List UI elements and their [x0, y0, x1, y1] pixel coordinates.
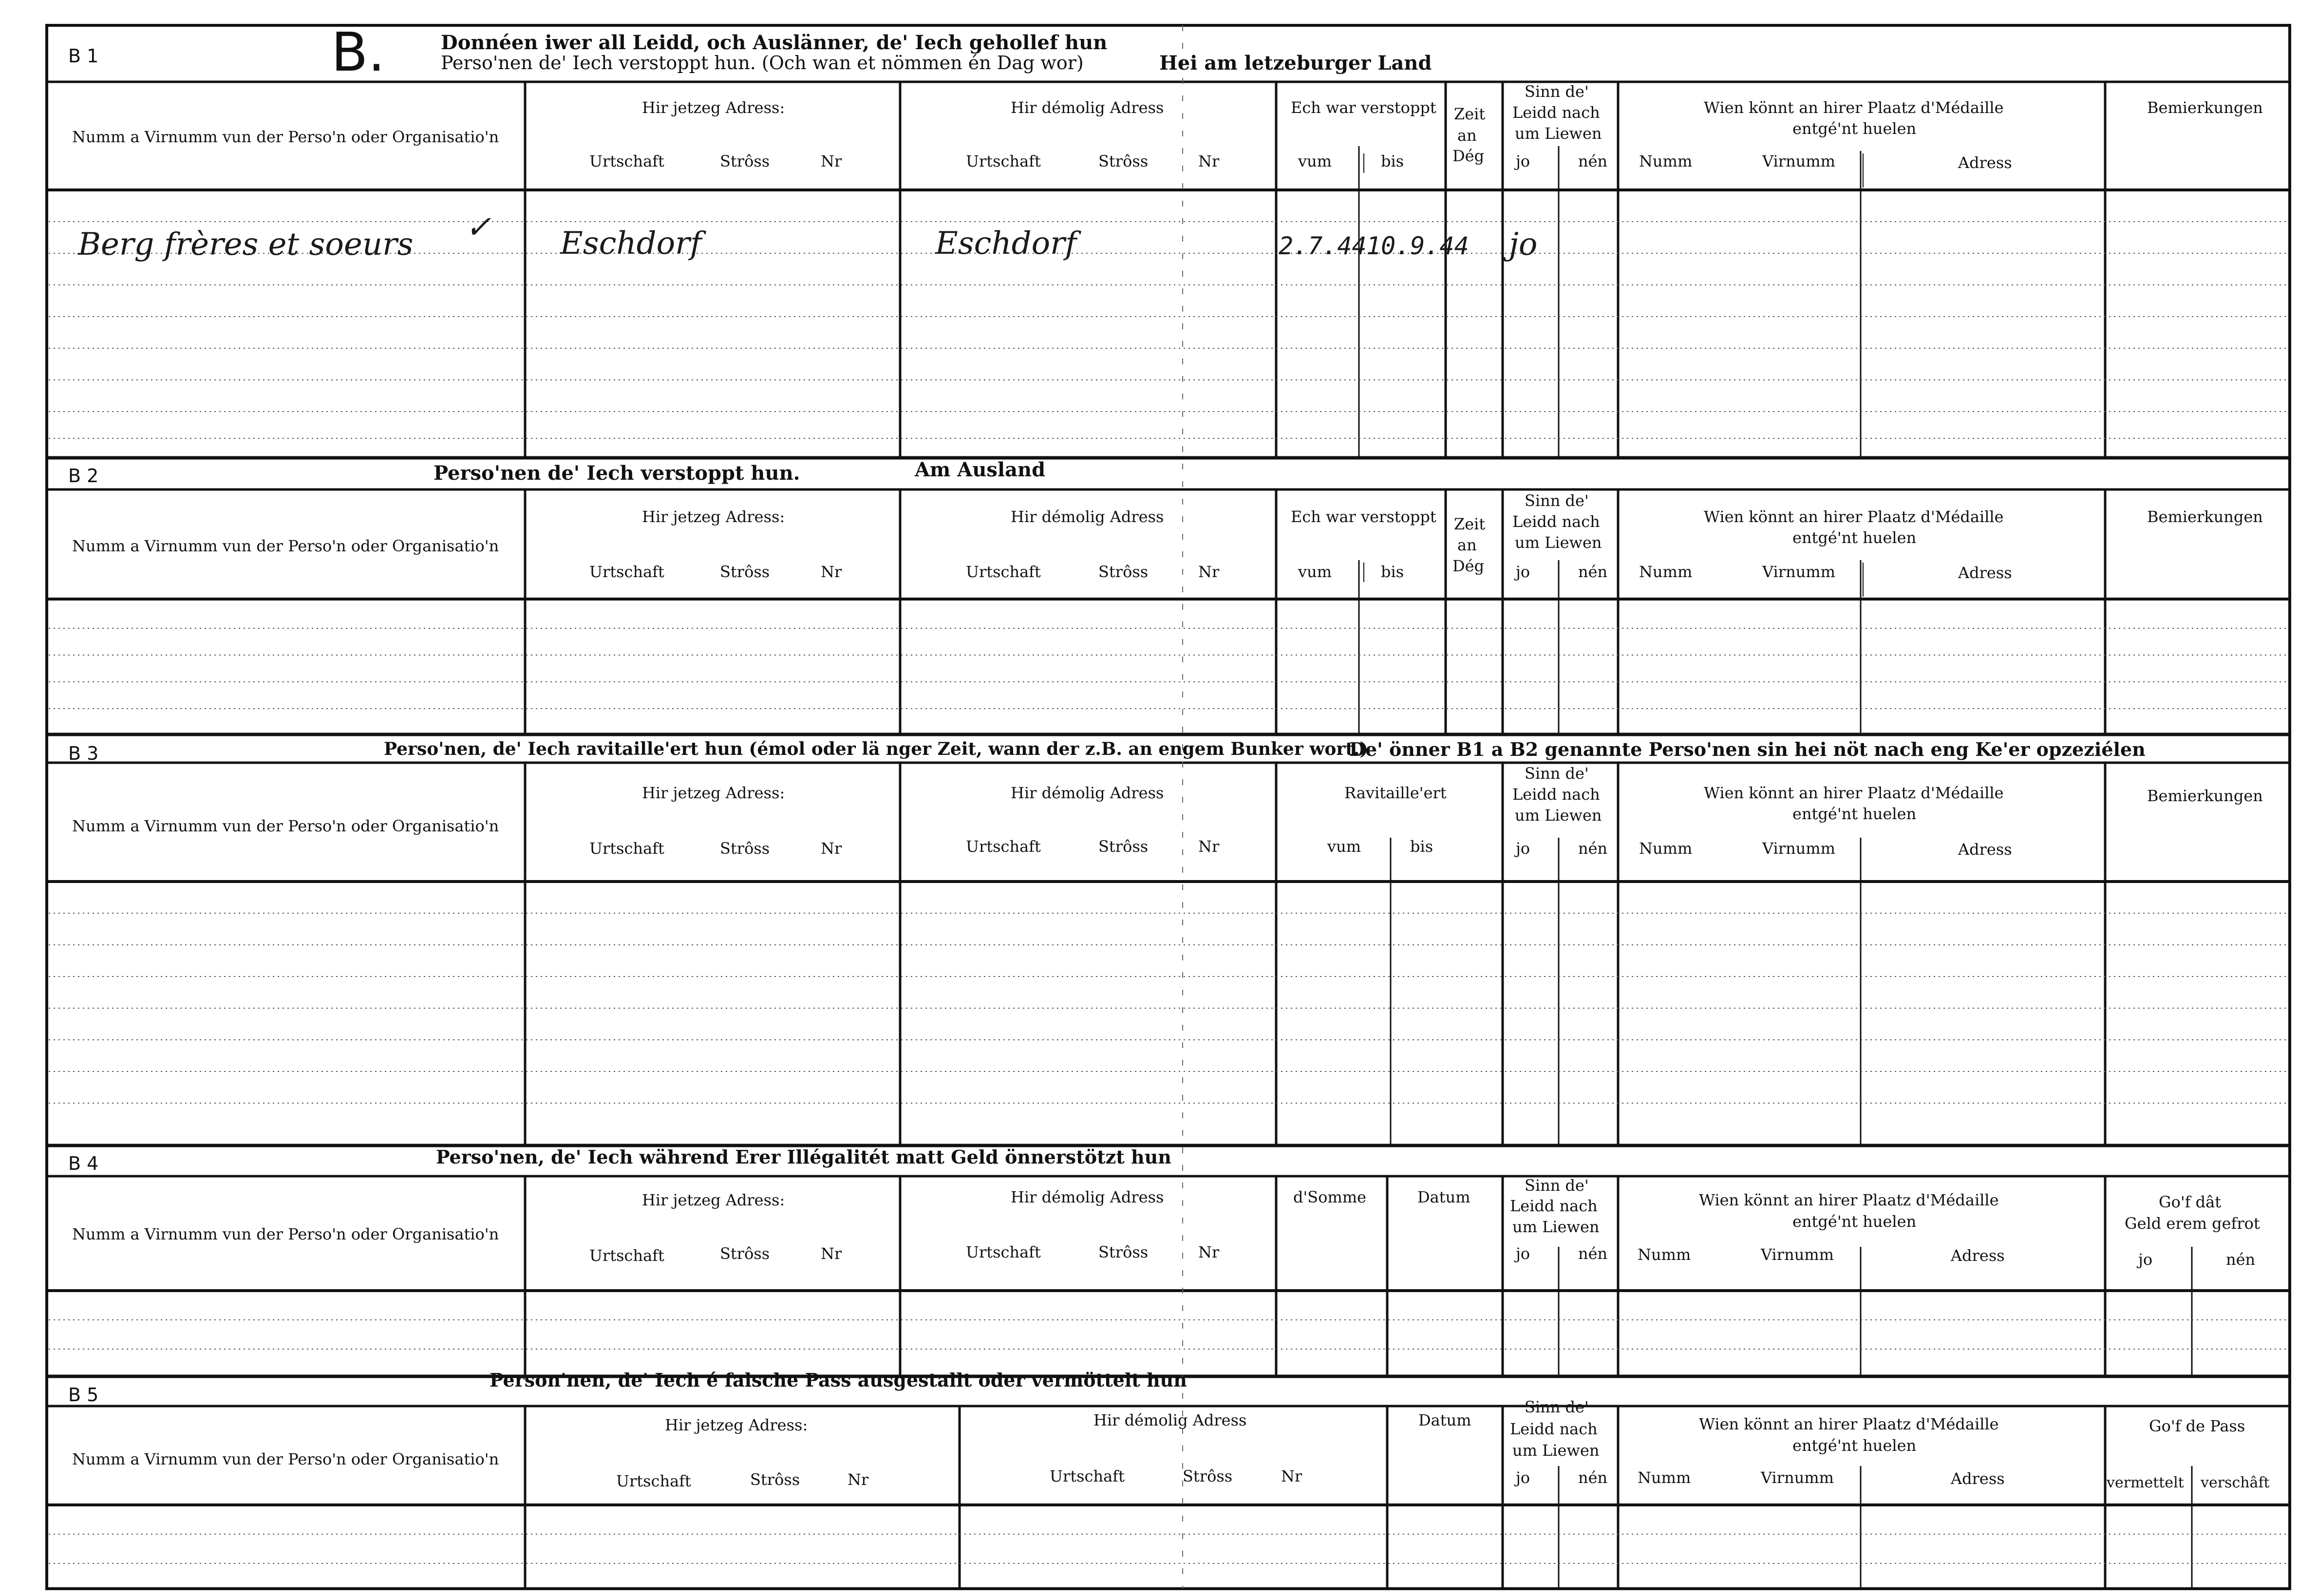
section-title-b5: Person'nen, de' Iech é falsche Pass ausgestallt oder vermöttelt hun — [490, 1369, 1187, 1391]
alive-header-3: um Liewen — [1512, 1218, 1600, 1236]
section-code-b1: B 1 — [68, 45, 99, 67]
medal-name-header: Numm — [1639, 152, 1693, 170]
medal-name-header: Numm — [1638, 1245, 1691, 1264]
alive-yes-header: jo — [1516, 1468, 1530, 1487]
medal-header-1: Wien könnt an hirer Plaatz d'Médaille — [1704, 98, 2004, 117]
current-street-header: Strôss — [720, 563, 770, 581]
medal-address-header: Adress — [1951, 1246, 2005, 1265]
former-number-header: Nr — [1281, 1467, 1302, 1485]
alive-yes-header: jo — [1516, 1244, 1530, 1263]
hidden-from-header: vum — [1298, 152, 1332, 170]
former-place-header: Urtschaft — [966, 837, 1041, 856]
former-street-header: Strôss — [1098, 563, 1149, 581]
supplied-from-header: vum — [1327, 837, 1361, 856]
former-number-header: Nr — [1198, 152, 1220, 170]
section-location-b1: Hei am letzeburger Land — [1159, 52, 1432, 75]
medal-header-2: entgé'nt huelen — [1792, 805, 1917, 823]
alive-header-1: Sinn de' — [1525, 1176, 1589, 1195]
remarks-header: Bemierkungen — [2147, 98, 2263, 117]
days-header-3: Dég — [1452, 557, 1485, 575]
section-title-b1-line1: Donnéen iwer all Leidd, och Auslänner, de' Iech gehollef hun — [441, 31, 1108, 54]
medal-header-1: Wien könnt an hirer Plaatz d'Médaille — [1704, 784, 2004, 802]
former-address-header: Hir démolig Adress — [1011, 507, 1164, 526]
alive-no-header: nén — [1578, 152, 1608, 170]
medal-firstname-header: Virnumm — [1761, 1468, 1834, 1487]
medal-name-header: Numm — [1639, 563, 1693, 581]
former-number-header: Nr — [1198, 563, 1220, 581]
medal-address-header: Adress — [1958, 563, 2012, 582]
money-gift-yes-header: jo — [2138, 1250, 2153, 1269]
current-street-header: Strôss — [720, 1244, 770, 1263]
medal-header-2: entgé'nt huelen — [1792, 528, 1917, 547]
alive-no-header: nén — [1578, 1468, 1608, 1487]
section-note-b3: De' önner B1 a B2 genannte Perso'nen sin hei nöt nach eng Ke'er opzeziélen — [1349, 738, 2146, 760]
former-place-header: Urtschaft — [1050, 1467, 1125, 1485]
former-place-header: Urtschaft — [966, 152, 1041, 170]
current-street-header: Strôss — [720, 839, 770, 858]
medal-address-header: Adress — [1951, 1469, 2005, 1488]
alive-header-1: Sinn de' — [1525, 1398, 1589, 1416]
medal-header-2: entgé'nt huelen — [1792, 119, 1917, 138]
date-header: Datum — [1417, 1188, 1470, 1206]
alive-no-header: nén — [1578, 839, 1608, 858]
former-address-header: Hir démolig Adress — [1011, 1188, 1164, 1206]
alive-header-3: um Liewen — [1515, 124, 1602, 143]
days-header-2: an — [1457, 536, 1477, 554]
alive-header-2: Leidd nach — [1512, 103, 1600, 122]
alive-header-1: Sinn de' — [1525, 82, 1589, 101]
sum-header: d'Somme — [1293, 1188, 1367, 1206]
entry-b1-to: 10.9.44 — [1366, 232, 1469, 260]
money-gift-header-2: Geld erem gefrot — [2125, 1214, 2260, 1233]
supplied-to-header: bis — [1410, 837, 1433, 856]
money-gift-header-1: Go'f dât — [2159, 1193, 2222, 1211]
section-title-b2: Perso'nen de' Iech verstoppt hun. — [433, 462, 800, 485]
pass-mediated-header: vermettelt — [2107, 1474, 2184, 1491]
alive-yes-header: jo — [1516, 839, 1530, 858]
medal-name-header: Numm — [1639, 839, 1693, 858]
alive-header-3: um Liewen — [1515, 533, 1602, 552]
section-code-b5: B 5 — [68, 1384, 99, 1406]
money-gift-no-header: nén — [2226, 1250, 2256, 1269]
hidden-to-header: bis — [1381, 563, 1404, 581]
supplied-header: Ravitaille'ert — [1344, 784, 1447, 802]
former-address-header: Hir démolig Adress — [1011, 784, 1164, 802]
section-title-b4: Perso'nen, de' Iech während Erer Illégalitét matt Geld önnerstötzt hun — [436, 1146, 1171, 1168]
hidden-from-header: vum — [1298, 563, 1332, 581]
remarks-header: Bemierkungen — [2147, 507, 2263, 526]
former-place-header: Urtschaft — [966, 563, 1041, 581]
current-number-header: Nr — [821, 1244, 842, 1263]
hidden-header: Ech war verstoppt — [1291, 98, 1436, 117]
remarks-header: Bemierkungen — [2147, 787, 2263, 805]
former-number-header: Nr — [1198, 1243, 1220, 1261]
name-column-header: Numm a Virnumm vun der Perso'n oder Organisatio'n — [72, 1450, 499, 1468]
medal-address-header: Adress — [1958, 153, 2012, 172]
entry-b1-check: ✓ — [465, 209, 491, 245]
current-number-header: Nr — [821, 563, 842, 581]
name-column-header: Numm a Virnumm vun der Perso'n oder Organisatio'n — [72, 128, 499, 146]
name-column-header: Numm a Virnumm vun der Perso'n oder Organisatio'n — [72, 817, 499, 835]
medal-header-2: entgé'nt huelen — [1792, 1436, 1917, 1455]
form-letter: B. — [331, 21, 385, 83]
alive-yes-header: jo — [1516, 563, 1530, 581]
current-number-header: Nr — [821, 839, 842, 858]
days-header-2: an — [1457, 126, 1477, 145]
section-code-b4: B 4 — [68, 1153, 99, 1174]
current-place-header: Urtschaft — [616, 1472, 691, 1490]
section-code-b3: B 3 — [68, 743, 99, 764]
former-address-header: Hir démolig Adress — [1011, 98, 1164, 117]
former-street-header: Strôss — [1098, 1243, 1149, 1261]
current-street-header: Strôss — [720, 152, 770, 170]
alive-header-2: Leidd nach — [1510, 1420, 1598, 1438]
medal-header-1: Wien könnt an hirer Plaatz d'Médaille — [1699, 1191, 1999, 1209]
former-street-header: Strôss — [1098, 837, 1149, 856]
alive-header-2: Leidd nach — [1512, 785, 1600, 804]
former-number-header: Nr — [1198, 837, 1220, 856]
pass-issued-header: verschâft — [2201, 1474, 2270, 1491]
current-address-header: Hir jetzeg Adress: — [642, 1191, 785, 1209]
section-title-b3: Perso'nen, de' Iech ravitaille'ert hun (émol oder lä nger Zeit, wann der z.B. an engem Bunker wort.) — [384, 739, 1368, 759]
former-place-header: Urtschaft — [966, 1243, 1041, 1261]
alive-yes-header: jo — [1516, 152, 1530, 170]
medal-firstname-header: Virnumm — [1762, 152, 1835, 170]
current-number-header: Nr — [821, 152, 842, 170]
hidden-to-header: bis — [1381, 152, 1404, 170]
alive-header-1: Sinn de' — [1525, 764, 1589, 783]
hidden-header: Ech war verstoppt — [1291, 507, 1436, 526]
former-address-header: Hir démolig Adress — [1093, 1411, 1247, 1429]
entry-b1-former-place: Eschdorf — [935, 225, 1077, 262]
name-column-header: Numm a Virnumm vun der Perso'n oder Organisatio'n — [72, 537, 499, 555]
medal-address-header: Adress — [1958, 840, 2012, 859]
current-place-header: Urtschaft — [589, 563, 664, 581]
former-street-header: Strôss — [1183, 1467, 1233, 1485]
section-location-b2: Am Ausland — [915, 458, 1046, 481]
section-code-b2: B 2 — [68, 465, 99, 487]
current-address-header: Hir jetzeg Adress: — [642, 784, 785, 802]
medal-header-1: Wien könnt an hirer Plaatz d'Médaille — [1704, 507, 2004, 526]
medal-firstname-header: Virnumm — [1762, 563, 1835, 581]
current-place-header: Urtschaft — [589, 839, 664, 858]
medal-firstname-header: Virnumm — [1762, 839, 1835, 858]
days-header-3: Dég — [1452, 147, 1485, 165]
entry-b1-alive-yes: jo — [1509, 226, 1538, 263]
date-header: Datum — [1418, 1411, 1471, 1429]
current-number-header: Nr — [848, 1470, 869, 1489]
alive-header-2: Leidd nach — [1510, 1197, 1598, 1215]
alive-header-2: Leidd nach — [1512, 512, 1600, 531]
alive-no-header: nén — [1578, 1244, 1608, 1263]
days-header-1: Zeit — [1454, 515, 1486, 533]
former-street-header: Strôss — [1098, 152, 1149, 170]
current-place-header: Urtschaft — [589, 1246, 664, 1265]
pass-header: Go'f de Pass — [2149, 1417, 2245, 1435]
current-address-header: Hir jetzeg Adress: — [642, 98, 785, 117]
name-column-header: Numm a Virnumm vun der Perso'n oder Organisatio'n — [72, 1225, 499, 1243]
alive-no-header: nén — [1578, 563, 1608, 581]
alive-header-3: um Liewen — [1512, 1441, 1600, 1460]
medal-name-header: Numm — [1638, 1468, 1691, 1487]
current-address-header: Hir jetzeg Adress: — [665, 1416, 808, 1434]
entry-b1-from: 2.7.44 — [1279, 232, 1367, 260]
current-address-header: Hir jetzeg Adress: — [642, 507, 785, 526]
alive-header-1: Sinn de' — [1525, 491, 1589, 510]
current-place-header: Urtschaft — [589, 152, 664, 170]
alive-header-3: um Liewen — [1515, 806, 1602, 825]
current-street-header: Strôss — [750, 1470, 800, 1489]
days-header-1: Zeit — [1454, 105, 1486, 123]
section-title-b1-line2: Perso'nen de' Iech verstoppt hun. (Och wan et nömmen én Dag wor) — [441, 52, 1084, 74]
medal-header-1: Wien könnt an hirer Plaatz d'Médaille — [1699, 1415, 1999, 1433]
medal-header-2: entgé'nt huelen — [1792, 1212, 1917, 1231]
entry-b1-current-place: Eschdorf — [560, 225, 702, 262]
entry-b1-name: Berg frères et soeurs — [78, 226, 414, 263]
medal-firstname-header: Virnumm — [1761, 1245, 1834, 1264]
